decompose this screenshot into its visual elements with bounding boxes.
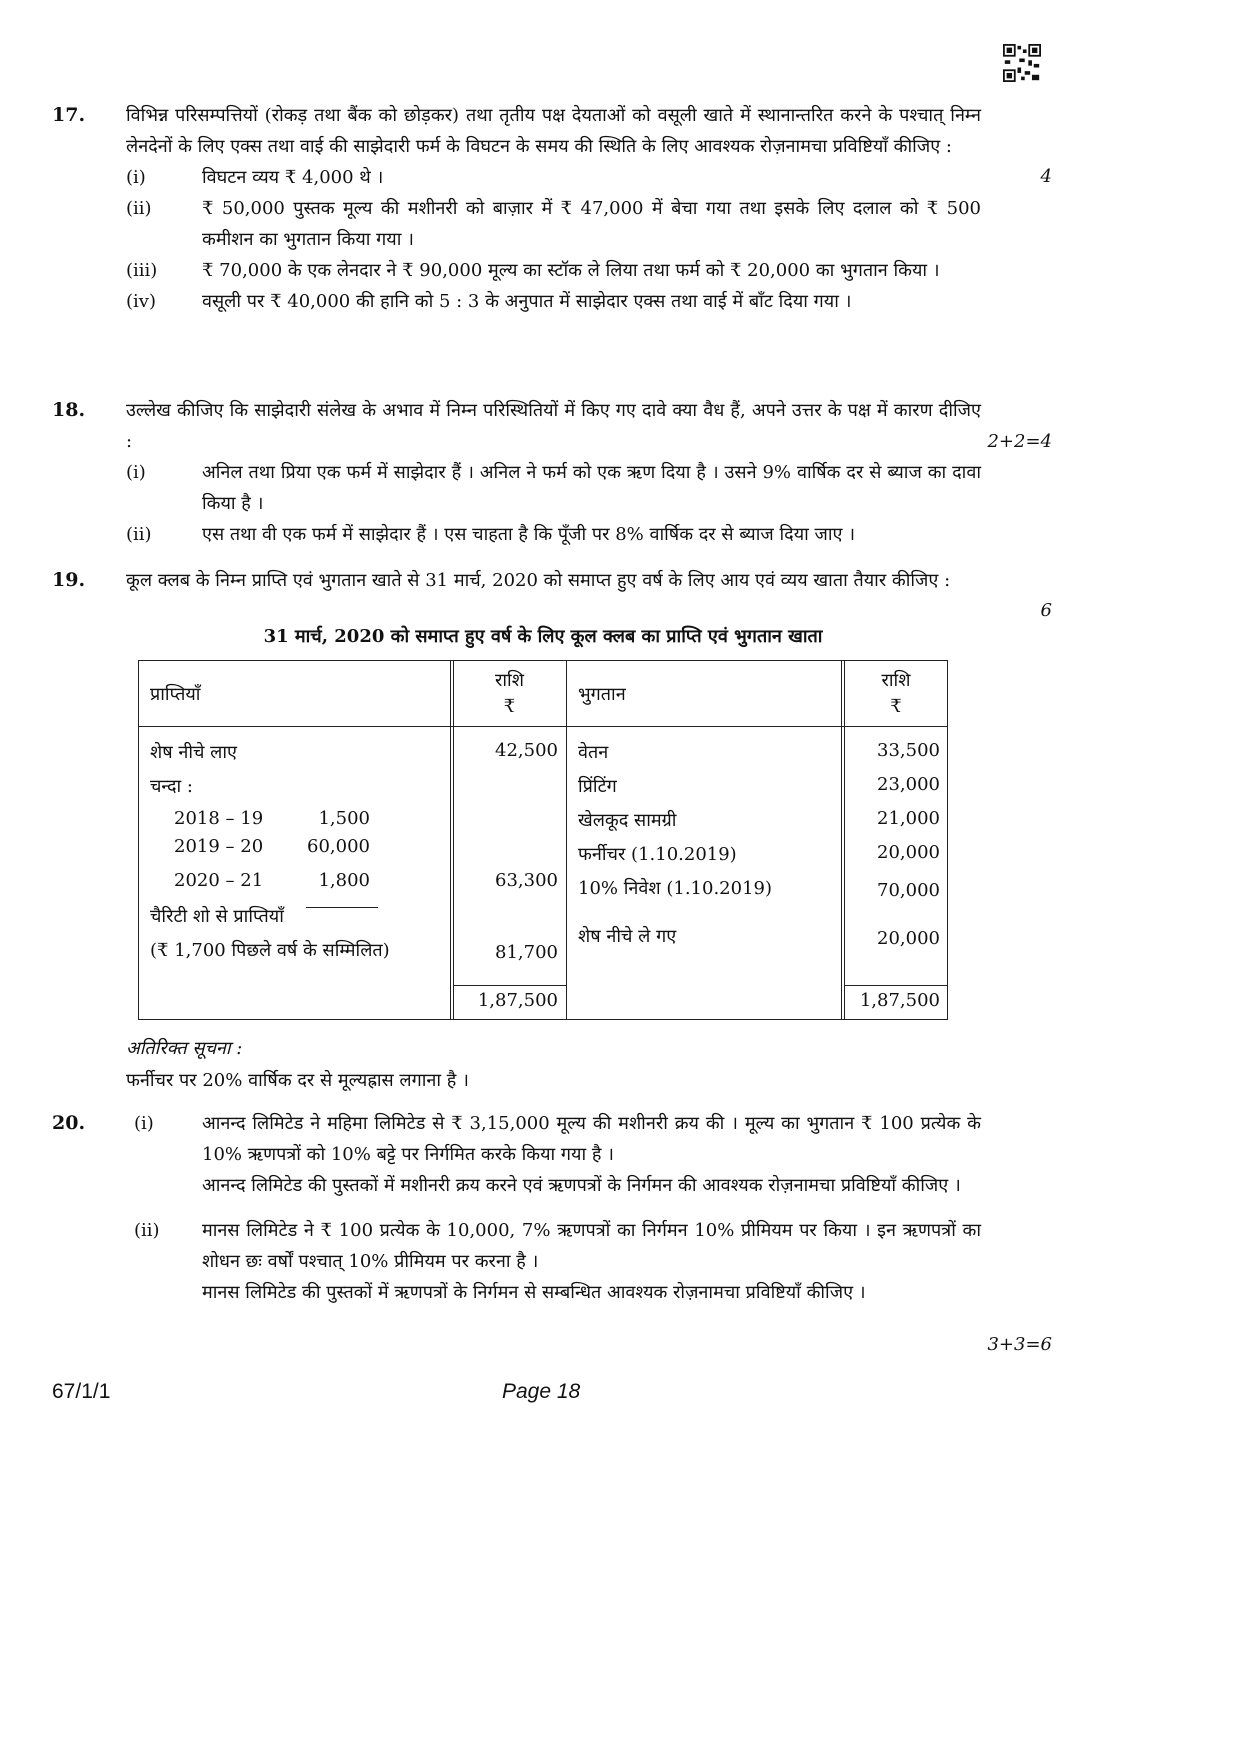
sub-text: आनन्द लिमिटेड ने महिमा लिमिटेड से ₹ 3,15,000 मूल्य की मशीनरी क्रय की । मूल्य का भुगतान ₹ 100 प्रत्येक के 10% ऋणपत्रों को 10% बट्टे पर निर्गमित करके किया गया है । [202, 1113, 981, 1165]
sub-label: (ii) [126, 524, 152, 545]
total-line [453, 985, 566, 986]
additional-info-text: फर्नीचर पर 20% वार्षिक दर से मूल्यह्रास लगाना है । [126, 1070, 469, 1091]
sub-item [126, 255, 981, 286]
payment-item: खेलकूद सामग्री [578, 810, 677, 831]
amount-header: राशि [881, 670, 911, 691]
sub-item [134, 1108, 981, 1201]
sub-item [126, 193, 981, 255]
marks: 4 [1040, 166, 1052, 187]
additional-info-heading: अतिरिक्त सूचना : [126, 1038, 243, 1059]
receipt-subamount: 1,500 [318, 808, 370, 829]
table-title: 31 मार्च, 2020 को समाप्त हुए वर्ष के लिए कूल क्लब का प्राप्ति एवं भुगतान खाता [263, 626, 823, 647]
payment-amount: 20,000 [877, 928, 940, 949]
sub-item [126, 457, 981, 519]
sub-label: (i) [126, 167, 146, 188]
page-number: Page 18 [502, 1380, 581, 1403]
currency-header: ₹ [890, 696, 902, 717]
payment-amount: 20,000 [877, 842, 940, 863]
qr-code-icon [1003, 44, 1041, 82]
marks: 6 [1040, 600, 1052, 621]
payment-amount: 33,500 [877, 740, 940, 761]
question-text: कूल क्लब के निम्न प्राप्ति एवं भुगतान खाते से 31 मार्च, 2020 को समाप्त हुए वर्ष के लिए आय एवं व्यय खाता तैयार कीजिए : [126, 570, 951, 591]
receipt-item: चन्दा : [150, 776, 193, 797]
receipt-amount: 63,300 [495, 870, 558, 891]
payments-total: 1,87,500 [859, 990, 940, 1011]
sub-text: आनन्द लिमिटेड की पुस्तकों में मशीनरी क्रय करने एवं ऋणपत्रों के निर्गमन की आवश्यक रोज़नामचा प्रविष्टियाँ कीजिए । [202, 1175, 961, 1196]
sub-label: (ii) [126, 198, 152, 219]
question-number: 18. [52, 399, 86, 421]
receipt-item: शेष नीचे लाए [150, 742, 237, 763]
payment-amount: 23,000 [877, 774, 940, 795]
question-number: 19. [52, 569, 86, 591]
sub-text: वसूली पर ₹ 40,000 की हानि को 5 : 3 के अनुपात में साझेदार एक्स तथा वाई में बाँट दिया गया । [202, 291, 852, 312]
sub-item [126, 286, 981, 317]
question-text: विभिन्न परिसम्पत्तियों (रोकड़ तथा बैंक को छोड़कर) तथा तृतीय पक्ष देयताओं को वसूली खाते में स्थानान्तरित करने के पश्चात् निम्न लेनदेनों के लिए एक्स तथा वाई की साझेदारी फर्म के विघटन के समय की स्थिति के लिए आवश्यक रोज़नामचा प्रविष्टियाँ कीजिए : [126, 105, 981, 157]
receipt-subitem: 2019 – 20 [174, 836, 264, 857]
paper-code: 67/1/1 [52, 1380, 111, 1403]
sub-item [126, 519, 981, 550]
receipt-item: (₹ 1,700 पिछले वर्ष के सम्मिलित) [150, 940, 390, 961]
receipt-item: चैरिटी शो से प्राप्तियाँ [150, 906, 284, 927]
sub-text: विघटन व्यय ₹ 4,000 थे । [202, 167, 384, 188]
sub-text: एस तथा वी एक फर्म में साझेदार हैं । एस चाहता है कि पूँजी पर 8% वार्षिक दर से ब्याज दिया जाए । [202, 524, 856, 545]
sub-label: (iv) [126, 291, 156, 312]
sub-text: अनिल तथा प्रिया एक फर्म में साझेदार हैं । अनिल ने फर्म को एक ऋण दिया है । उसने 9% वार्षिक दर से ब्याज का दावा किया है । [202, 462, 981, 514]
sub-text: मानस लिमिटेड की पुस्तकों में ऋणपत्रों के निर्गमन से सम्बन्धित आवश्यक रोज़नामचा प्रविष्टियाँ कीजिए । [202, 1282, 866, 1303]
receipt-subamount: 60,000 [307, 836, 370, 857]
sub-label: (i) [126, 462, 146, 483]
sub-label: (ii) [134, 1220, 160, 1241]
payment-item: 10% निवेश (1.10.2019) [578, 878, 773, 899]
receipt-amount: 81,700 [495, 942, 558, 963]
receipt-subitem: 2020 – 21 [174, 870, 264, 891]
payment-item: वेतन [578, 742, 609, 763]
sub-item [134, 1215, 981, 1308]
payment-item: शेष नीचे ले गए [578, 926, 677, 947]
payment-amount: 21,000 [877, 808, 940, 829]
subtotal-underline [306, 907, 378, 908]
header-divider [138, 726, 948, 727]
marks: 3+3=6 [987, 1334, 1052, 1355]
receipts-payments-account [138, 660, 948, 1020]
receipt-subitem: 2018 – 19 [174, 808, 264, 829]
marks: 2+2=4 [987, 431, 1052, 452]
sub-text: मानस लिमिटेड ने ₹ 100 प्रत्येक के 10,000, 7% ऋणपत्रों का निर्गमन 10% प्रीमियम पर किया । इन ऋणपत्रों का शोधन छः वर्षों पश्चात् 10% प्रीमियम पर करना है । [202, 1220, 981, 1272]
receipts-header: प्राप्तियाँ [150, 684, 201, 705]
sub-label: (iii) [126, 260, 158, 281]
sub-item [126, 162, 981, 193]
payment-amount: 70,000 [877, 880, 940, 901]
column-divider [566, 660, 567, 1020]
sub-text: ₹ 50,000 पुस्तक मूल्य की मशीनरी को बाज़ार में ₹ 47,000 में बेचा गया तथा इसके लिए दलाल को ₹ 500 कमीशन का भुगतान किया गया । [202, 198, 981, 250]
sub-label: (i) [134, 1113, 154, 1134]
payment-item: फर्नीचर (1.10.2019) [578, 844, 737, 865]
column-divider [841, 660, 842, 1020]
currency-header: ₹ [503, 696, 516, 717]
total-line [844, 985, 948, 986]
question-number: 17. [52, 104, 86, 126]
column-divider [450, 660, 451, 1020]
amount-header: राशि [495, 670, 524, 691]
sub-text: ₹ 70,000 के एक लेनदार ने ₹ 90,000 मूल्य का स्टॉक ले लिया तथा फर्म को ₹ 20,000 का भुगतान किया । [202, 260, 940, 281]
receipts-total: 1,87,500 [477, 990, 558, 1011]
question-text: उल्लेख कीजिए कि साझेदारी संलेख के अभाव में निम्न परिस्थितियों में किए गए दावे क्या वैध हैं, अपने उत्तर के पक्ष में कारण दीजिए : [126, 400, 981, 452]
question-number: 20. [52, 1112, 86, 1134]
receipt-amount: 42,500 [495, 740, 558, 761]
payments-header: भुगतान [578, 684, 626, 705]
receipt-subamount: 1,800 [318, 870, 370, 891]
payment-item: प्रिंटिंग [578, 776, 617, 797]
